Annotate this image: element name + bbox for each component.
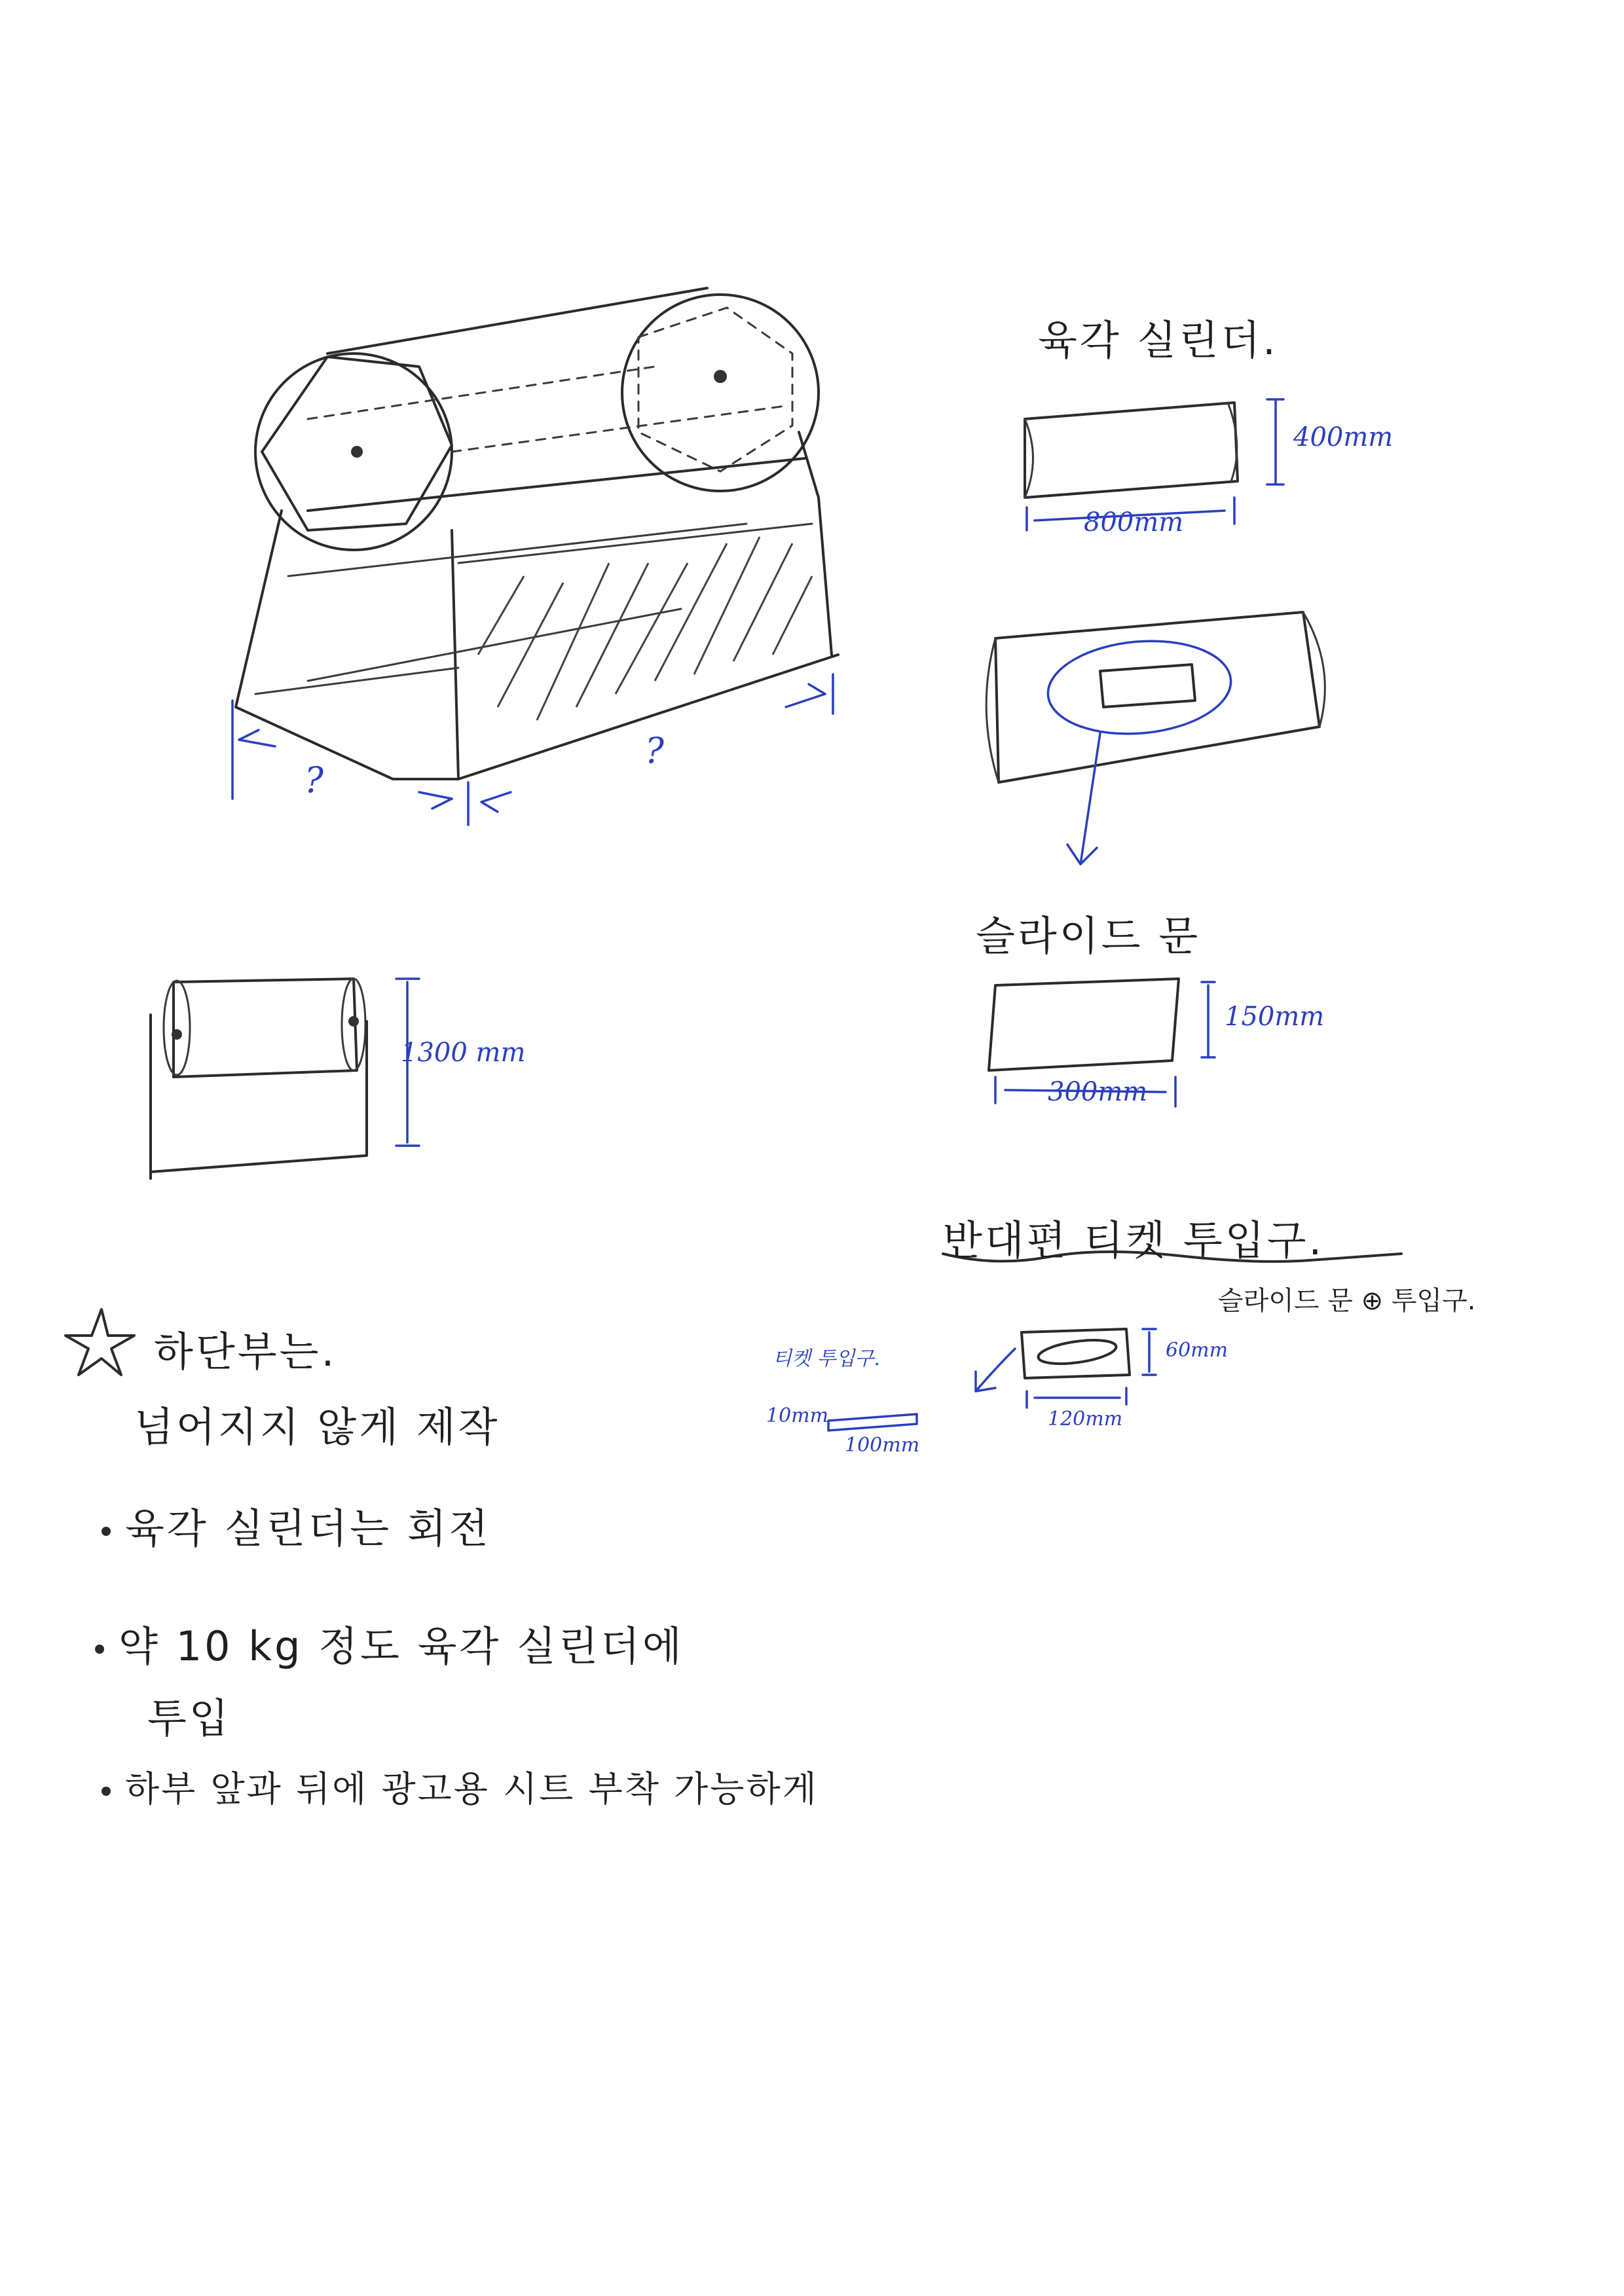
door-pointer-arrow	[1067, 733, 1100, 864]
left-axle-dot	[351, 446, 363, 458]
dim-150-label: 150mm	[1225, 1002, 1325, 1032]
dim-800-label: 800mm	[1084, 507, 1184, 538]
dim-mid-arrow-a	[419, 792, 452, 809]
front-view-cylinder	[174, 979, 357, 1077]
question-mark-right: ?	[645, 730, 666, 771]
door-highlight-ellipse	[1044, 634, 1234, 741]
door-opening	[1100, 665, 1195, 707]
front-left-end	[164, 981, 190, 1075]
note-star-line1: 하단부는.	[154, 1328, 337, 1376]
front-panel-hatching	[478, 537, 812, 720]
main-machine-sketch	[232, 288, 838, 825]
inlet-pointer-arrow	[976, 1349, 1015, 1391]
base-top-edge	[458, 524, 812, 563]
base-front-bottom	[236, 511, 838, 779]
dim-400-line	[1267, 399, 1283, 484]
right-axle-dot	[714, 370, 727, 383]
note-bullet-3-text: 하부 앞과 뒤에 광고용 시트 부착 가능하게	[125, 1768, 819, 1810]
hex-cylinder-door-view	[986, 612, 1325, 864]
inlet-slot-ellipse	[1037, 1336, 1117, 1368]
dim-400-label: 400mm	[1293, 422, 1393, 452]
cylinder-lower-edge	[308, 458, 805, 511]
bullet-dot	[95, 1645, 104, 1654]
dim-60-line	[1143, 1329, 1156, 1375]
question-mark-left: ?	[304, 759, 325, 801]
note-star-line2: 넘어지지 않게 제작	[134, 1403, 500, 1451]
note-bullet-2	[95, 1614, 684, 1672]
dim-1300-label: 1300 mm	[401, 1038, 526, 1068]
note-bullet-3	[101, 1761, 819, 1812]
dim-120-label: 120mm	[1048, 1408, 1123, 1430]
slide-door-title: 슬라이드 문	[976, 912, 1201, 960]
dim-150-line	[1202, 982, 1215, 1057]
slide-door-rect	[989, 979, 1179, 1070]
bullet-dot	[101, 1527, 111, 1536]
opposite-side-title: 반대편 티켓 투입구.	[943, 1216, 1325, 1264]
bullet-dot	[101, 1787, 111, 1796]
cylinder-body-rect	[995, 612, 1320, 782]
dim-100-label: 100mm	[845, 1434, 920, 1457]
note-bullet-2-line2: 투입	[147, 1694, 231, 1742]
cylinder-hidden-edge	[308, 367, 655, 419]
front-view-sketch	[151, 979, 419, 1178]
dim-300-label: 300mm	[1048, 1077, 1148, 1107]
hex-cylinder-title: 육각 실린더.	[1038, 316, 1278, 364]
dim-mid-arrow-b	[481, 792, 511, 812]
ticket-slot-rect	[828, 1414, 917, 1430]
ticket-inlet-view	[828, 1252, 1401, 1430]
base-front-edge	[452, 530, 458, 779]
front-left-dot	[172, 1029, 182, 1040]
note-bullet-2-text: 약 10 kg 정도 육각 실린더에	[119, 1622, 684, 1670]
dim-left-arrow	[239, 730, 275, 746]
cylinder-side-rect	[1025, 403, 1238, 498]
note-bullet-1	[101, 1496, 491, 1554]
dim-right-arrow	[786, 684, 825, 707]
front-view-base	[151, 1015, 367, 1178]
right-end-circle	[622, 295, 819, 491]
dim-10-label: 10mm	[766, 1404, 829, 1427]
star-icon	[65, 1309, 134, 1375]
cylinder-mid-edge	[452, 406, 786, 452]
base-right-edge	[799, 432, 832, 655]
note-bullet-1-text: 육각 실린더는 회전	[125, 1504, 491, 1552]
right-hexagon-end	[638, 308, 792, 471]
dim-120-line	[1027, 1388, 1126, 1408]
ticket-inlet-label: 티켓 투입구.	[773, 1347, 880, 1370]
front-right-dot	[348, 1016, 359, 1027]
inlet-panel-rect	[1022, 1329, 1130, 1378]
dim-60-label: 60mm	[1166, 1339, 1228, 1362]
slide-door-inlet-label: 슬라이드 문 ⊕ 투입구.	[1218, 1286, 1476, 1316]
base-side-line	[308, 609, 681, 681]
cylinder-top-edge	[327, 288, 707, 354]
